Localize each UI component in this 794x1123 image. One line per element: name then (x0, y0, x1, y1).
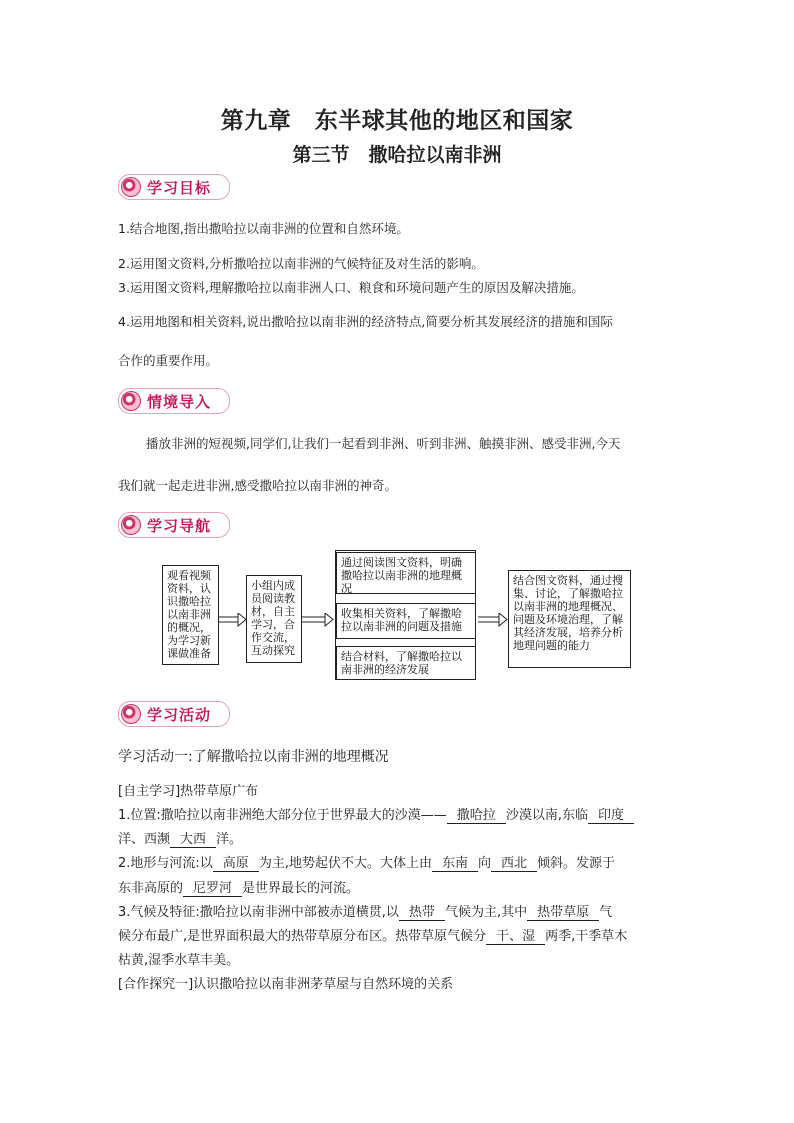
flow-box-geography: 通过阅读图文资料，明确撒哈拉以南非洲的地理概况 (336, 552, 476, 594)
badge-label: 学习活动 (147, 705, 212, 724)
question-3-line-3: 枯黄,湿季水草丰美。 (118, 953, 240, 968)
goal-item-4: 4.运用地图和相关资料,说出撒哈拉以南非洲的经济特点,简要分析其发展经济的措施和国际 (118, 314, 613, 329)
badge-label: 情境导入 (147, 392, 212, 411)
flow-box-summary: 结合图文资料，通过搜集、讨论，了解撒哈拉以南非洲的地理概况、问题及环境治理，了解其经济发展，培养分析地理问题的能力 (508, 570, 631, 668)
flow-box-economy: 结合材料，了解撒哈拉以南非洲的经济发展 (336, 646, 476, 680)
self-study-label: [自主学习]热带草原广布 (118, 784, 259, 799)
intro-line-1: 播放非洲的短视频,同学们,让我们一起看到非洲、听到非洲、触摸非洲、感受非洲,今天 (146, 436, 621, 451)
section-title: 第三节 撒哈拉以南非洲 (292, 144, 502, 166)
flow-box-video: 观看视频资料，认识撒哈拉以南非洲的概况，为学习新课做准备 (162, 565, 219, 665)
answer-blank: 东南 (432, 856, 478, 872)
answer-blank: 热带 (399, 905, 445, 921)
badge-label: 学习导航 (147, 516, 212, 535)
answer-blank: 撒哈拉 (447, 808, 506, 824)
answer-blank: 尼罗河 (183, 881, 242, 897)
answer-blank: 大西 (170, 832, 216, 848)
badge-learning-nav (118, 512, 230, 538)
badge-scenario-intro (118, 388, 230, 414)
ribbon-medal-icon (121, 515, 141, 535)
goal-item-1: 1.结合地图,指出撒哈拉以南非洲的位置和自然环境。 (118, 221, 409, 236)
flow-arrow-3 (478, 613, 508, 627)
activity-heading: 学习活动一:了解撒哈拉以南非洲的地理概况 (118, 749, 389, 765)
question-3-line-1: 3.气候及特征:撒哈拉以南非洲中部被赤道横贯,以 热带 气候为主,其中 热带草原 气 (118, 905, 613, 920)
flow-box-problems: 收集相关资料，了解撒哈拉以南非洲的问题及措施 (336, 603, 476, 639)
answer-blank: 高原 (213, 856, 259, 872)
badge-learning-goals (118, 174, 230, 200)
goal-item-4-cont: 合作的重要作用。 (118, 353, 219, 368)
flow-arrow-1 (219, 613, 247, 627)
ribbon-medal-icon (121, 704, 141, 724)
ribbon-medal-icon (121, 391, 141, 411)
answer-blank: 干、湿 (486, 929, 545, 945)
chapter-title: 第九章 东半球其他的地区和国家 (220, 108, 574, 134)
flow-box-group-study: 小组内成员阅读教材，自主学习，合作交流，互动探究 (246, 575, 302, 663)
flow-arrow-2 (302, 613, 334, 627)
goal-item-3: 3.运用图文资料,理解撒哈拉以南非洲人口、粮食和环境问题产生的原因及解决措施。 (118, 280, 584, 295)
coop-inquiry-label: [合作探究一]认识撒哈拉以南非洲茅草屋与自然环境的关系 (118, 977, 454, 992)
intro-line-2: 我们就一起走进非洲,感受撒哈拉以南非洲的神奇。 (118, 478, 397, 493)
answer-blank: 西北 (491, 856, 537, 872)
answer-blank: 热带草原 (527, 905, 599, 921)
question-3-line-2: 候分布最广,是世界面积最大的热带草原分布区。热带草原气候分 干、湿 两季,干季草木 (118, 929, 628, 944)
badge-learning-activity (118, 701, 230, 727)
goal-item-2: 2.运用图文资料,分析撒哈拉以南非洲的气候特征及对生活的影响。 (118, 256, 484, 271)
badge-label: 学习目标 (147, 178, 212, 197)
question-2-line-1: 2.地形与河流:以 高原 为主,地势起伏不大。大体上由 东南 向 西北 倾斜。发源于 (118, 856, 616, 871)
question-1-line-1: 1.位置:撒哈拉以南非洲绝大部分位于世界最大的沙漠—— 撒哈拉 沙漠以南,东临 印度 (118, 804, 634, 824)
question-1-line-2: 洋、西濒 大西 洋。 (118, 832, 243, 847)
answer-blank: 印度 (588, 808, 634, 824)
question-2-line-2: 东非高原的 尼罗河 是世界最长的河流。 (118, 881, 360, 896)
ribbon-medal-icon (121, 177, 141, 197)
